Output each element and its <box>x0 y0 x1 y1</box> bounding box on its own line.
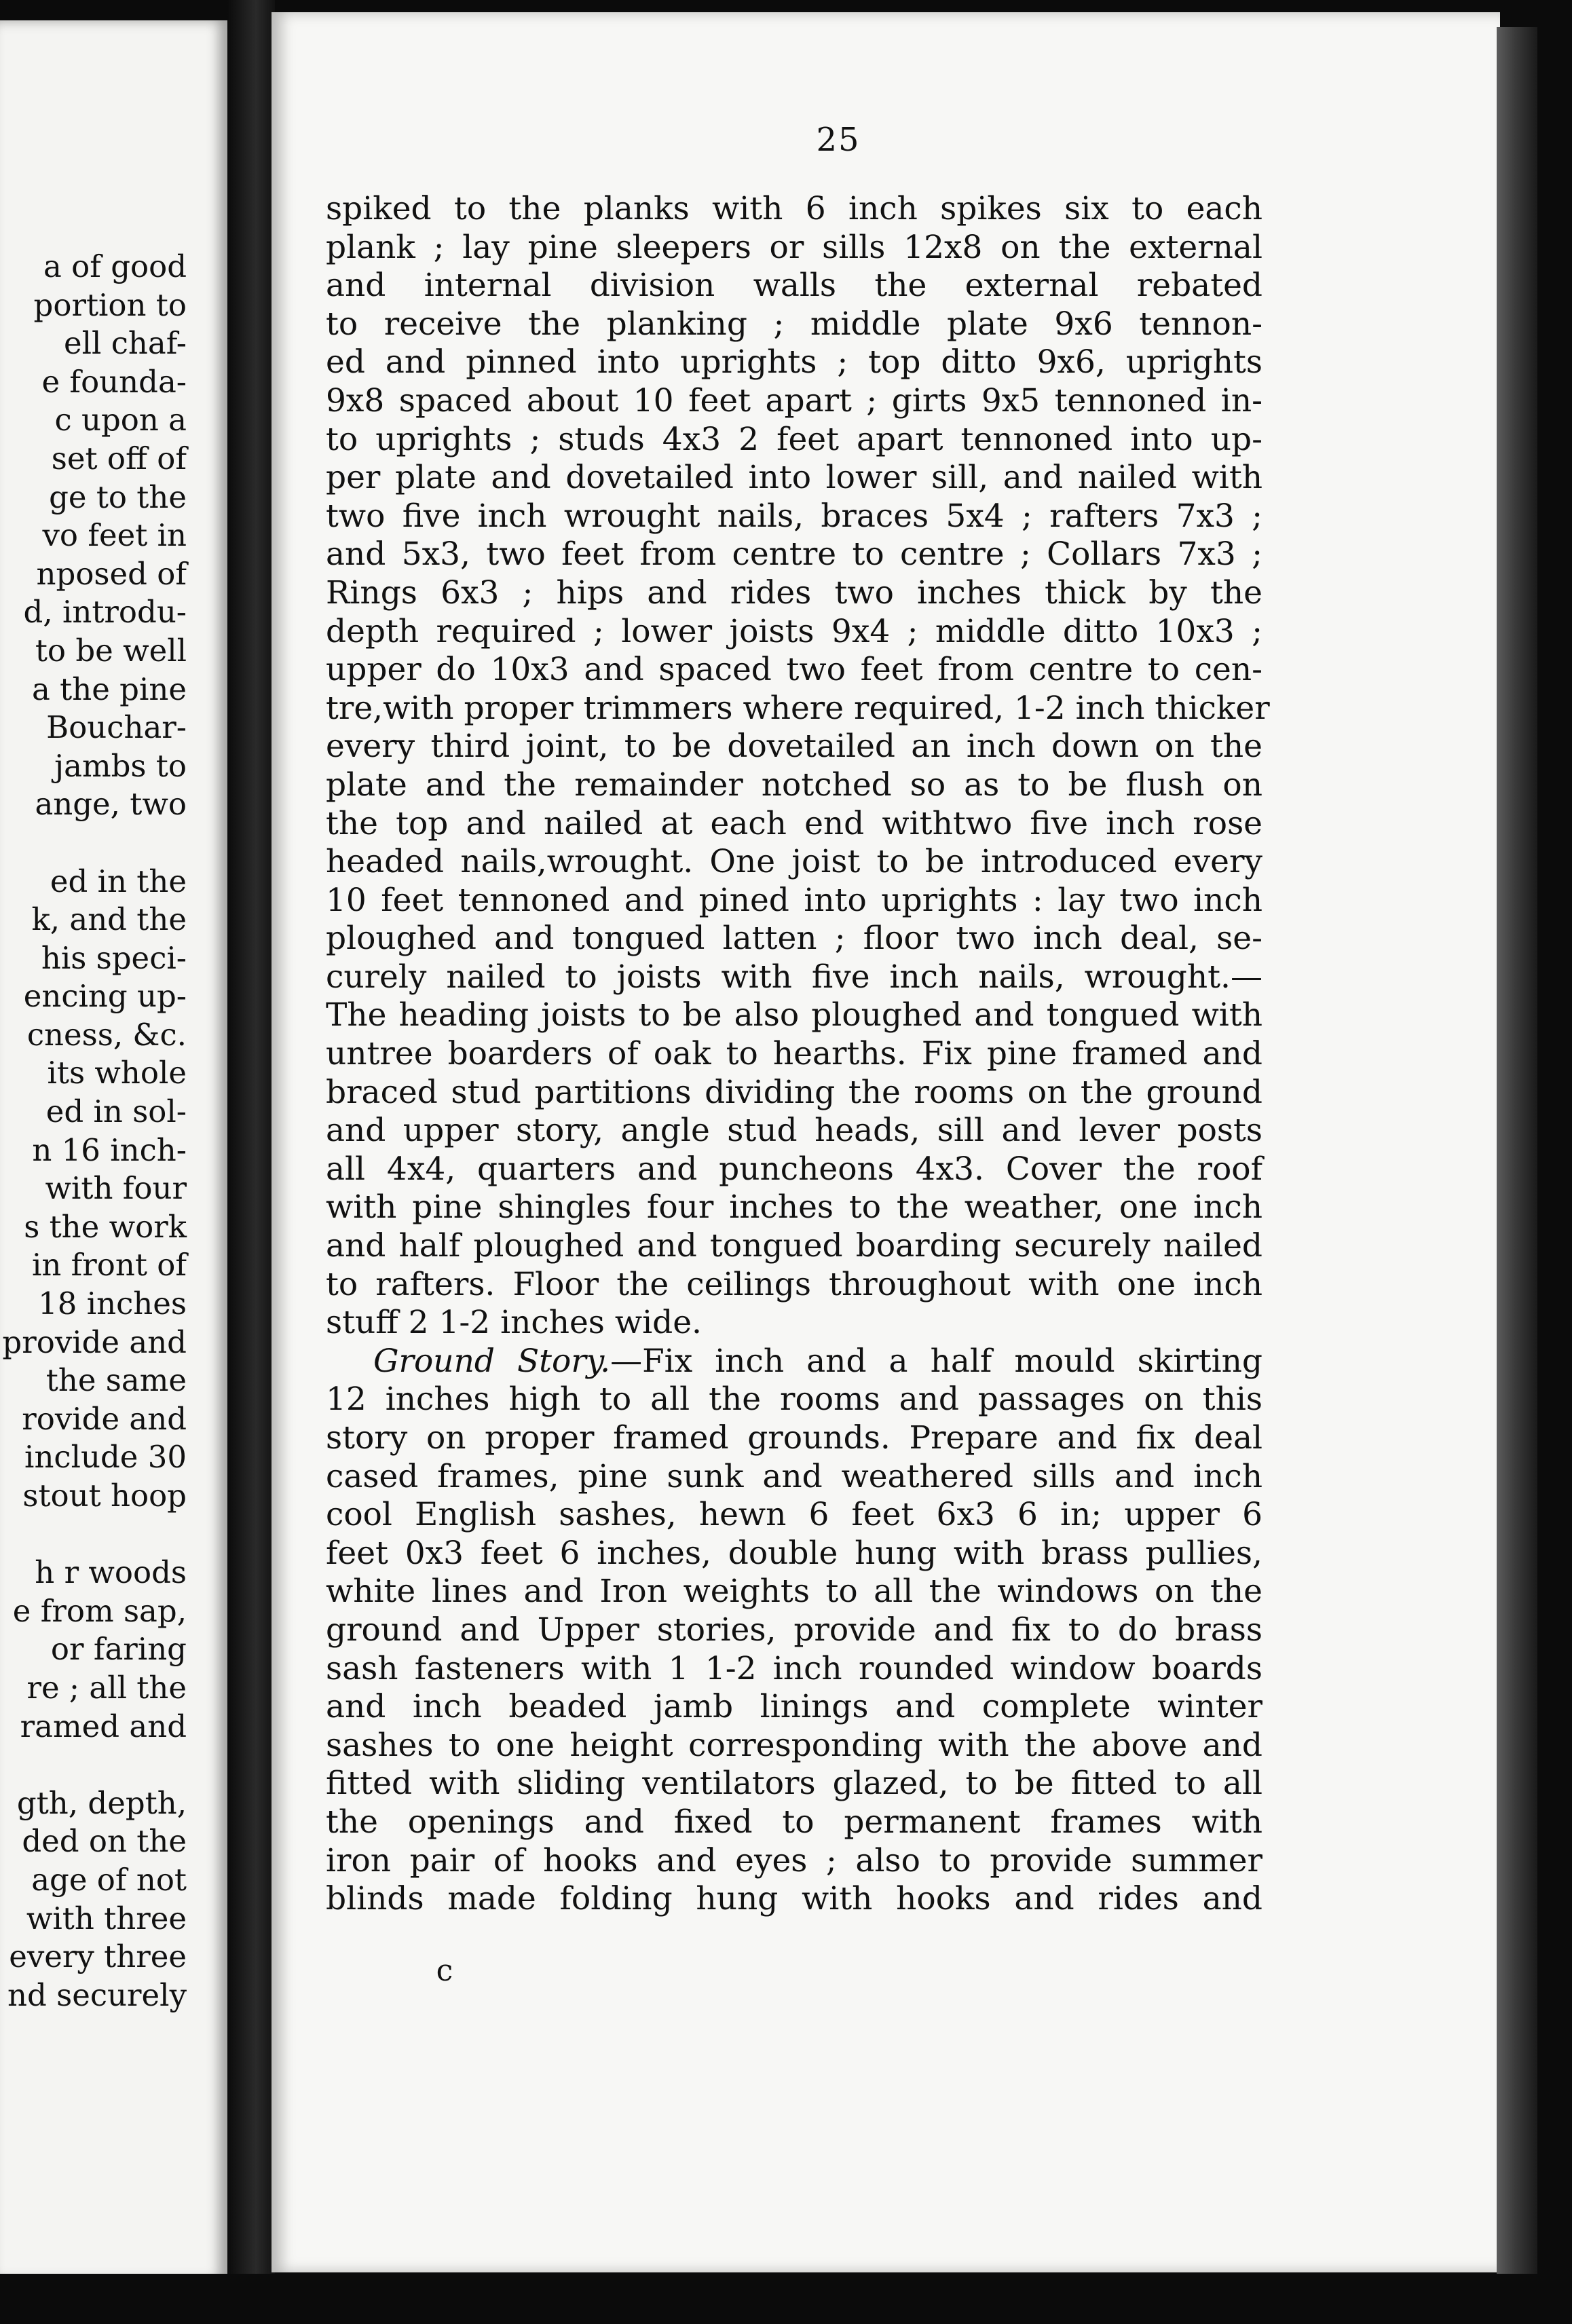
body-line: 9x8 spaced about 10 feet apart ; girts 9x5 tennoned in- <box>326 381 1262 419</box>
signature-mark: c <box>436 1953 453 1988</box>
body-line: white lines and Iron weights to all the windows on the <box>326 1573 1262 1611</box>
body-line: to rafters. Floor the ceilings throughout with one inch <box>326 1265 1262 1303</box>
body-line: per plate and dovetailed into lower sill, and nailed with <box>326 459 1262 497</box>
left-page-line: to be well <box>35 632 187 669</box>
left-page-line <box>0 1746 187 1784</box>
left-page-line: ded on the <box>22 1823 187 1860</box>
left-page-line: provide and <box>2 1324 187 1360</box>
left-page-line: ed in sol- <box>45 1093 187 1130</box>
section-heading: Ground Story. <box>373 1342 611 1380</box>
body-line: The heading joists to be also ploughed and tongued with <box>326 996 1262 1034</box>
left-page-line: set off of <box>51 440 187 476</box>
page-edge <box>1497 27 1537 2281</box>
left-page-line: ell chaf- <box>64 325 187 362</box>
left-page-text <box>0 248 187 2014</box>
body-line: fitted with sliding ventilators glazed, to be fitted to all <box>326 1765 1262 1803</box>
body-line: the openings and fixed to permanent frames with <box>326 1803 1262 1841</box>
left-page-line: a the pine <box>32 671 187 707</box>
left-page-line: e from sap, <box>12 1592 187 1629</box>
left-page-line: ed in the <box>50 863 187 899</box>
left-page-line: 18 inches <box>38 1286 187 1322</box>
left-page-line: c upon a <box>54 402 187 438</box>
body-line: untree boarders of oak to hearths. Fix pine framed and <box>326 1035 1262 1073</box>
left-page-line: ange, two <box>35 786 187 823</box>
left-page-line: re ; all the <box>26 1669 187 1706</box>
left-page-line: or faring <box>50 1631 187 1668</box>
body-line: the top and nailed at each end withtwo five inch rose <box>326 804 1262 842</box>
left-page-line: jambs to <box>54 747 187 784</box>
left-page-line: gth, depth, <box>16 1784 187 1821</box>
body-line: stuff 2 1-2 inches wide. <box>326 1304 702 1342</box>
body-line: sashes to one height corresponding with the above and <box>326 1726 1262 1764</box>
left-page-line: age of not <box>31 1861 187 1898</box>
body-line: iron pair of hooks and eyes ; also to provide summer <box>326 1841 1262 1879</box>
left-page-line: with three <box>26 1900 187 1936</box>
left-page-line: rovide and <box>22 1400 187 1437</box>
section-heading-rest: —Fix inch and a half mould skirting <box>610 1342 1262 1380</box>
left-page-line: ramed and <box>20 1708 187 1744</box>
body-line: blinds made folding hung with hooks and rides and <box>326 1880 1262 1918</box>
left-page-line: cness, &c. <box>26 1016 187 1053</box>
left-facing-page <box>0 20 227 2281</box>
body-line: and inch beaded jamb linings and complete winter <box>326 1688 1262 1726</box>
body-line: sash fasteners with 1 1-2 inch rounded window boards <box>326 1649 1262 1687</box>
page-number: 25 <box>816 121 861 159</box>
left-page-line <box>0 1516 187 1554</box>
left-page-line: include 30 <box>24 1439 187 1476</box>
left-page-line: encing up- <box>23 978 187 1015</box>
body-line: and half ploughed and tongued boarding securely nailed <box>326 1227 1262 1265</box>
scan-border-bottom <box>0 2274 1572 2324</box>
left-page-line: every three <box>9 1938 187 1975</box>
body-line: all 4x4, quarters and puncheons 4x3. Cover the roof <box>326 1150 1262 1188</box>
body-line: and 5x3, two feet from centre to centre ; Collars 7x3 ; <box>326 536 1262 574</box>
left-page-line: its whole <box>47 1055 187 1091</box>
body-line: and internal division walls the external rebated <box>326 267 1262 305</box>
body-line: and upper story, angle stud heads, sill and lever posts <box>326 1112 1262 1150</box>
body-line: headed nails,wrought. One joist to be introduced every <box>326 843 1262 881</box>
left-page-line: ge to the <box>49 479 187 515</box>
body-line: plank ; lay pine sleepers or sills 12x8 on the external <box>326 228 1262 266</box>
body-line: every third joint, to be dovetailed an inch down on the <box>326 728 1262 766</box>
left-page-line: e founda- <box>41 363 187 400</box>
body-line: braced stud partitions dividing the rooms on the ground <box>326 1073 1262 1111</box>
left-page-line: n 16 inch- <box>32 1131 187 1168</box>
body-line: Rings 6x3 ; hips and rides two inches thick by the <box>326 574 1262 612</box>
left-page-line: h r woods <box>35 1554 187 1591</box>
left-page-line: k, and the <box>31 901 187 938</box>
left-page-line <box>0 824 187 863</box>
body-line: spiked to the planks with 6 inch spikes six to each <box>326 190 1262 227</box>
left-page-line: vo feet in <box>42 517 187 554</box>
body-line: cool English sashes, hewn 6 feet 6x3 6 in; upper 6 <box>326 1496 1262 1534</box>
left-page-line: in front of <box>31 1247 187 1283</box>
body-line: with pine shingles four inches to the weather, one inch <box>326 1188 1262 1226</box>
left-page-line: nd securely <box>7 1976 187 2013</box>
left-page-line: the same <box>45 1362 187 1399</box>
body-text <box>326 190 1520 1919</box>
body-line: curely nailed to joists with five inch nails, wrought.— <box>326 958 1262 996</box>
right-page <box>272 12 1500 2272</box>
body-line: story on proper framed grounds. Prepare and fix deal <box>326 1419 1262 1457</box>
body-line: to uprights ; studs 4x3 2 feet apart tennoned into up- <box>326 420 1262 458</box>
left-page-line: stout hoop <box>22 1478 187 1514</box>
left-page-line: portion to <box>33 286 187 323</box>
left-page-line: d, introdu- <box>23 594 187 631</box>
section-heading-line <box>326 1343 1262 1381</box>
body-line: ed and pinned into uprights ; top ditto 9x6, uprights <box>326 343 1262 381</box>
body-line: ploughed and tongued latten ; floor two inch deal, se- <box>326 920 1262 958</box>
body-line: ground and Upper stories, provide and fix to do brass <box>326 1611 1262 1649</box>
body-line: plate and the remainder notched so as to be flush on <box>326 766 1262 804</box>
left-page-line: his speci- <box>41 939 187 976</box>
left-page-line: s the work <box>24 1208 187 1245</box>
body-line: cased frames, pine sunk and weathered sills and inch <box>326 1457 1262 1495</box>
body-line: feet 0x3 feet 6 inches, double hung with brass pullies, <box>326 1534 1262 1572</box>
left-page-line: Bouchar- <box>46 709 187 746</box>
body-line: upper do 10x3 and spaced two feet from centre to cen- <box>326 651 1262 689</box>
body-line: tre,with proper trimmers where required, 1-2 inch thicker <box>326 689 1270 727</box>
body-line: to receive the planking ; middle plate 9x6 tennon- <box>326 305 1262 343</box>
body-line: 10 feet tennoned and pined into uprights : lay two inch <box>326 881 1262 919</box>
left-page-line: a of good <box>43 248 187 284</box>
body-line: 12 inches high to all the rooms and passages on this <box>326 1381 1262 1419</box>
body-line: two five inch wrought nails, braces 5x4 ; rafters 7x3 ; <box>326 497 1262 535</box>
left-page-line: with four <box>45 1170 187 1207</box>
body-line: depth required ; lower joists 9x4 ; middle ditto 10x3 ; <box>326 612 1262 650</box>
left-page-line: nposed of <box>36 555 187 592</box>
